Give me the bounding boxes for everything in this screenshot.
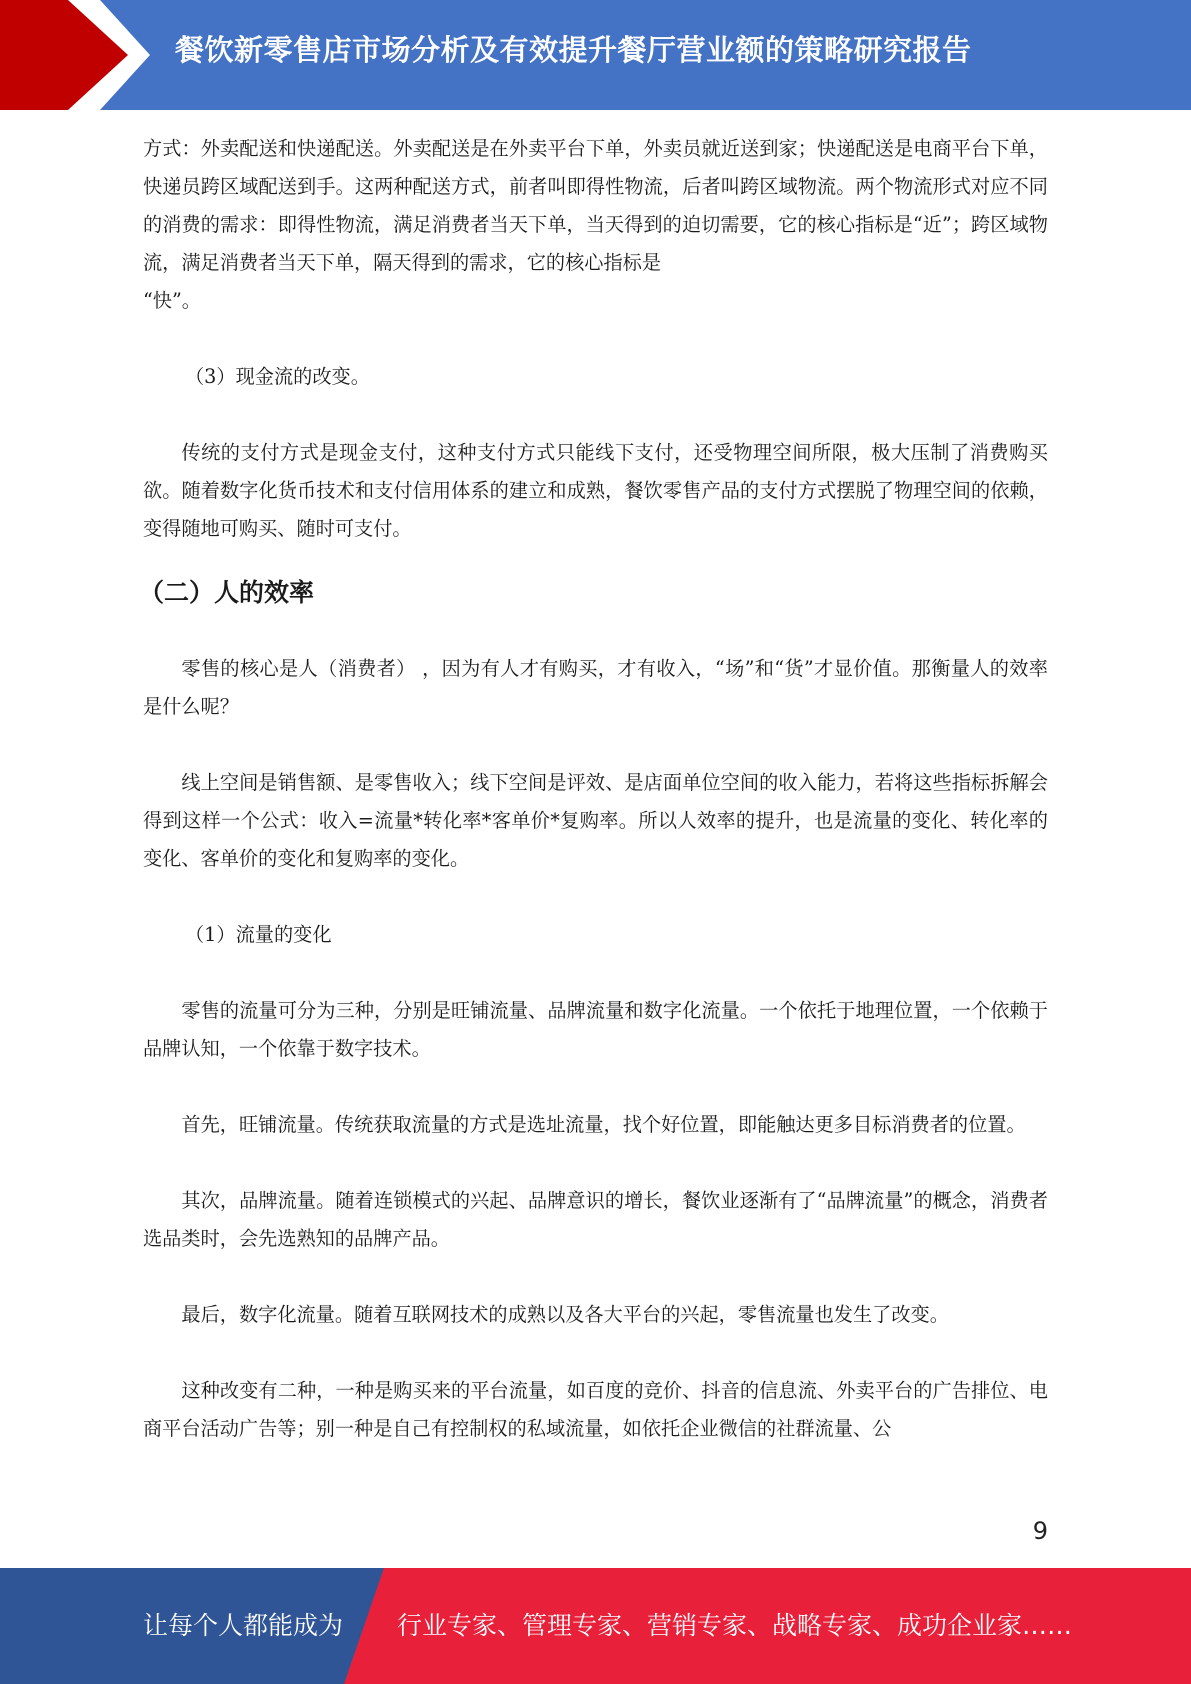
- paragraph-traffic-sources: 这种改变有二种，一种是购买来的平台流量，如百度的竞价、抖音的信息流、外卖平台的广告排位、电商平台活动广告等；别一种是自己有控制权的私域流量，如依托企业微信的社群流量、公: [143, 1379, 1048, 1440]
- paragraph-delivery: [143, 130, 1048, 320]
- paragraph-delivery-text: 方式：外卖配送和快递配送。外卖配送是在外卖平台下单，外卖员就近送到家；快递配送是电商平台下单，快递员跨区域配送到手。这两种配送方式，前者叫即得性物流，后者叫跨区域物流。两个物流形式对应不同的消费的需求：即得性物流，满足消费者当天下单，当天得到的迫切需要，它的核心指标是“近”；跨区域物流，满足消费者当天下单，隔天得到的需求，它的核心指标是: [143, 137, 1048, 274]
- subheading-cashflow: （3）现金流的改变。: [185, 365, 370, 388]
- header-title: 餐饮新零售店市场分析及有效提升餐厅营业额的策略研究报告: [175, 33, 972, 67]
- page-footer: [0, 1568, 1191, 1684]
- footer-slogan-right: 行业专家、管理专家、营销专家、战略专家、成功企业家……: [397, 1611, 1073, 1640]
- page-header: [0, 0, 1191, 110]
- paragraph-traffic-types: 零售的流量可分为三种，分别是旺铺流量、品牌流量和数字化流量。一个依托于地理位置，一个依赖于品牌认知，一个依靠于数字技术。: [143, 999, 1048, 1060]
- section-heading-people-efficiency: （二）人的效率: [139, 578, 315, 607]
- footer-slogan-left: 让每个人都能成为: [143, 1611, 344, 1640]
- subheading-traffic-change: （1）流量的变化: [185, 923, 332, 946]
- paragraph-payment: 传统的支付方式是现金支付，这种支付方式只能线下支付，还受物理空间所限，极大压制了消费购买欲。随着数字化货币技术和支付信用体系的建立和成熟，餐饮零售产品的支付方式摆脱了物理空间的依赖，变得随地可购买、随时可支付。: [143, 441, 1048, 540]
- paragraph-brand-traffic: 其次，品牌流量。随着连锁模式的兴起、品牌意识的增长，餐饮业逐渐有了“品牌流量”的概念，消费者选品类时，会先选熟知的品牌产品。: [143, 1189, 1048, 1250]
- paragraph-delivery-end: “快”。: [143, 289, 201, 312]
- document-body: [139, 130, 1048, 1448]
- paragraph-formula: 线上空间是销售额、是零售收入；线下空间是评效、是店面单位空间的收入能力，若将这些指标拆解会得到这样一个公式：收入=流量*转化率*客单价*复购率。所以人效率的提升，也是流量的变化、转化率的变化、客单价的变化和复购率的变化。: [143, 771, 1048, 870]
- paragraph-store-traffic: 首先，旺铺流量。传统获取流量的方式是选址流量，找个好位置，即能触达更多目标消费者的位置。: [181, 1113, 1026, 1136]
- paragraph-digital-traffic: 最后，数字化流量。随着互联网技术的成熟以及各大平台的兴起，零售流量也发生了改变。: [181, 1303, 949, 1326]
- page-number: 9: [1032, 1517, 1048, 1545]
- paragraph-retail-core: 零售的核心是人（消费者） ，因为有人才有购买，才有收入，“场”和“货”才显价值。那衡量人的效率是什么呢？: [143, 657, 1048, 718]
